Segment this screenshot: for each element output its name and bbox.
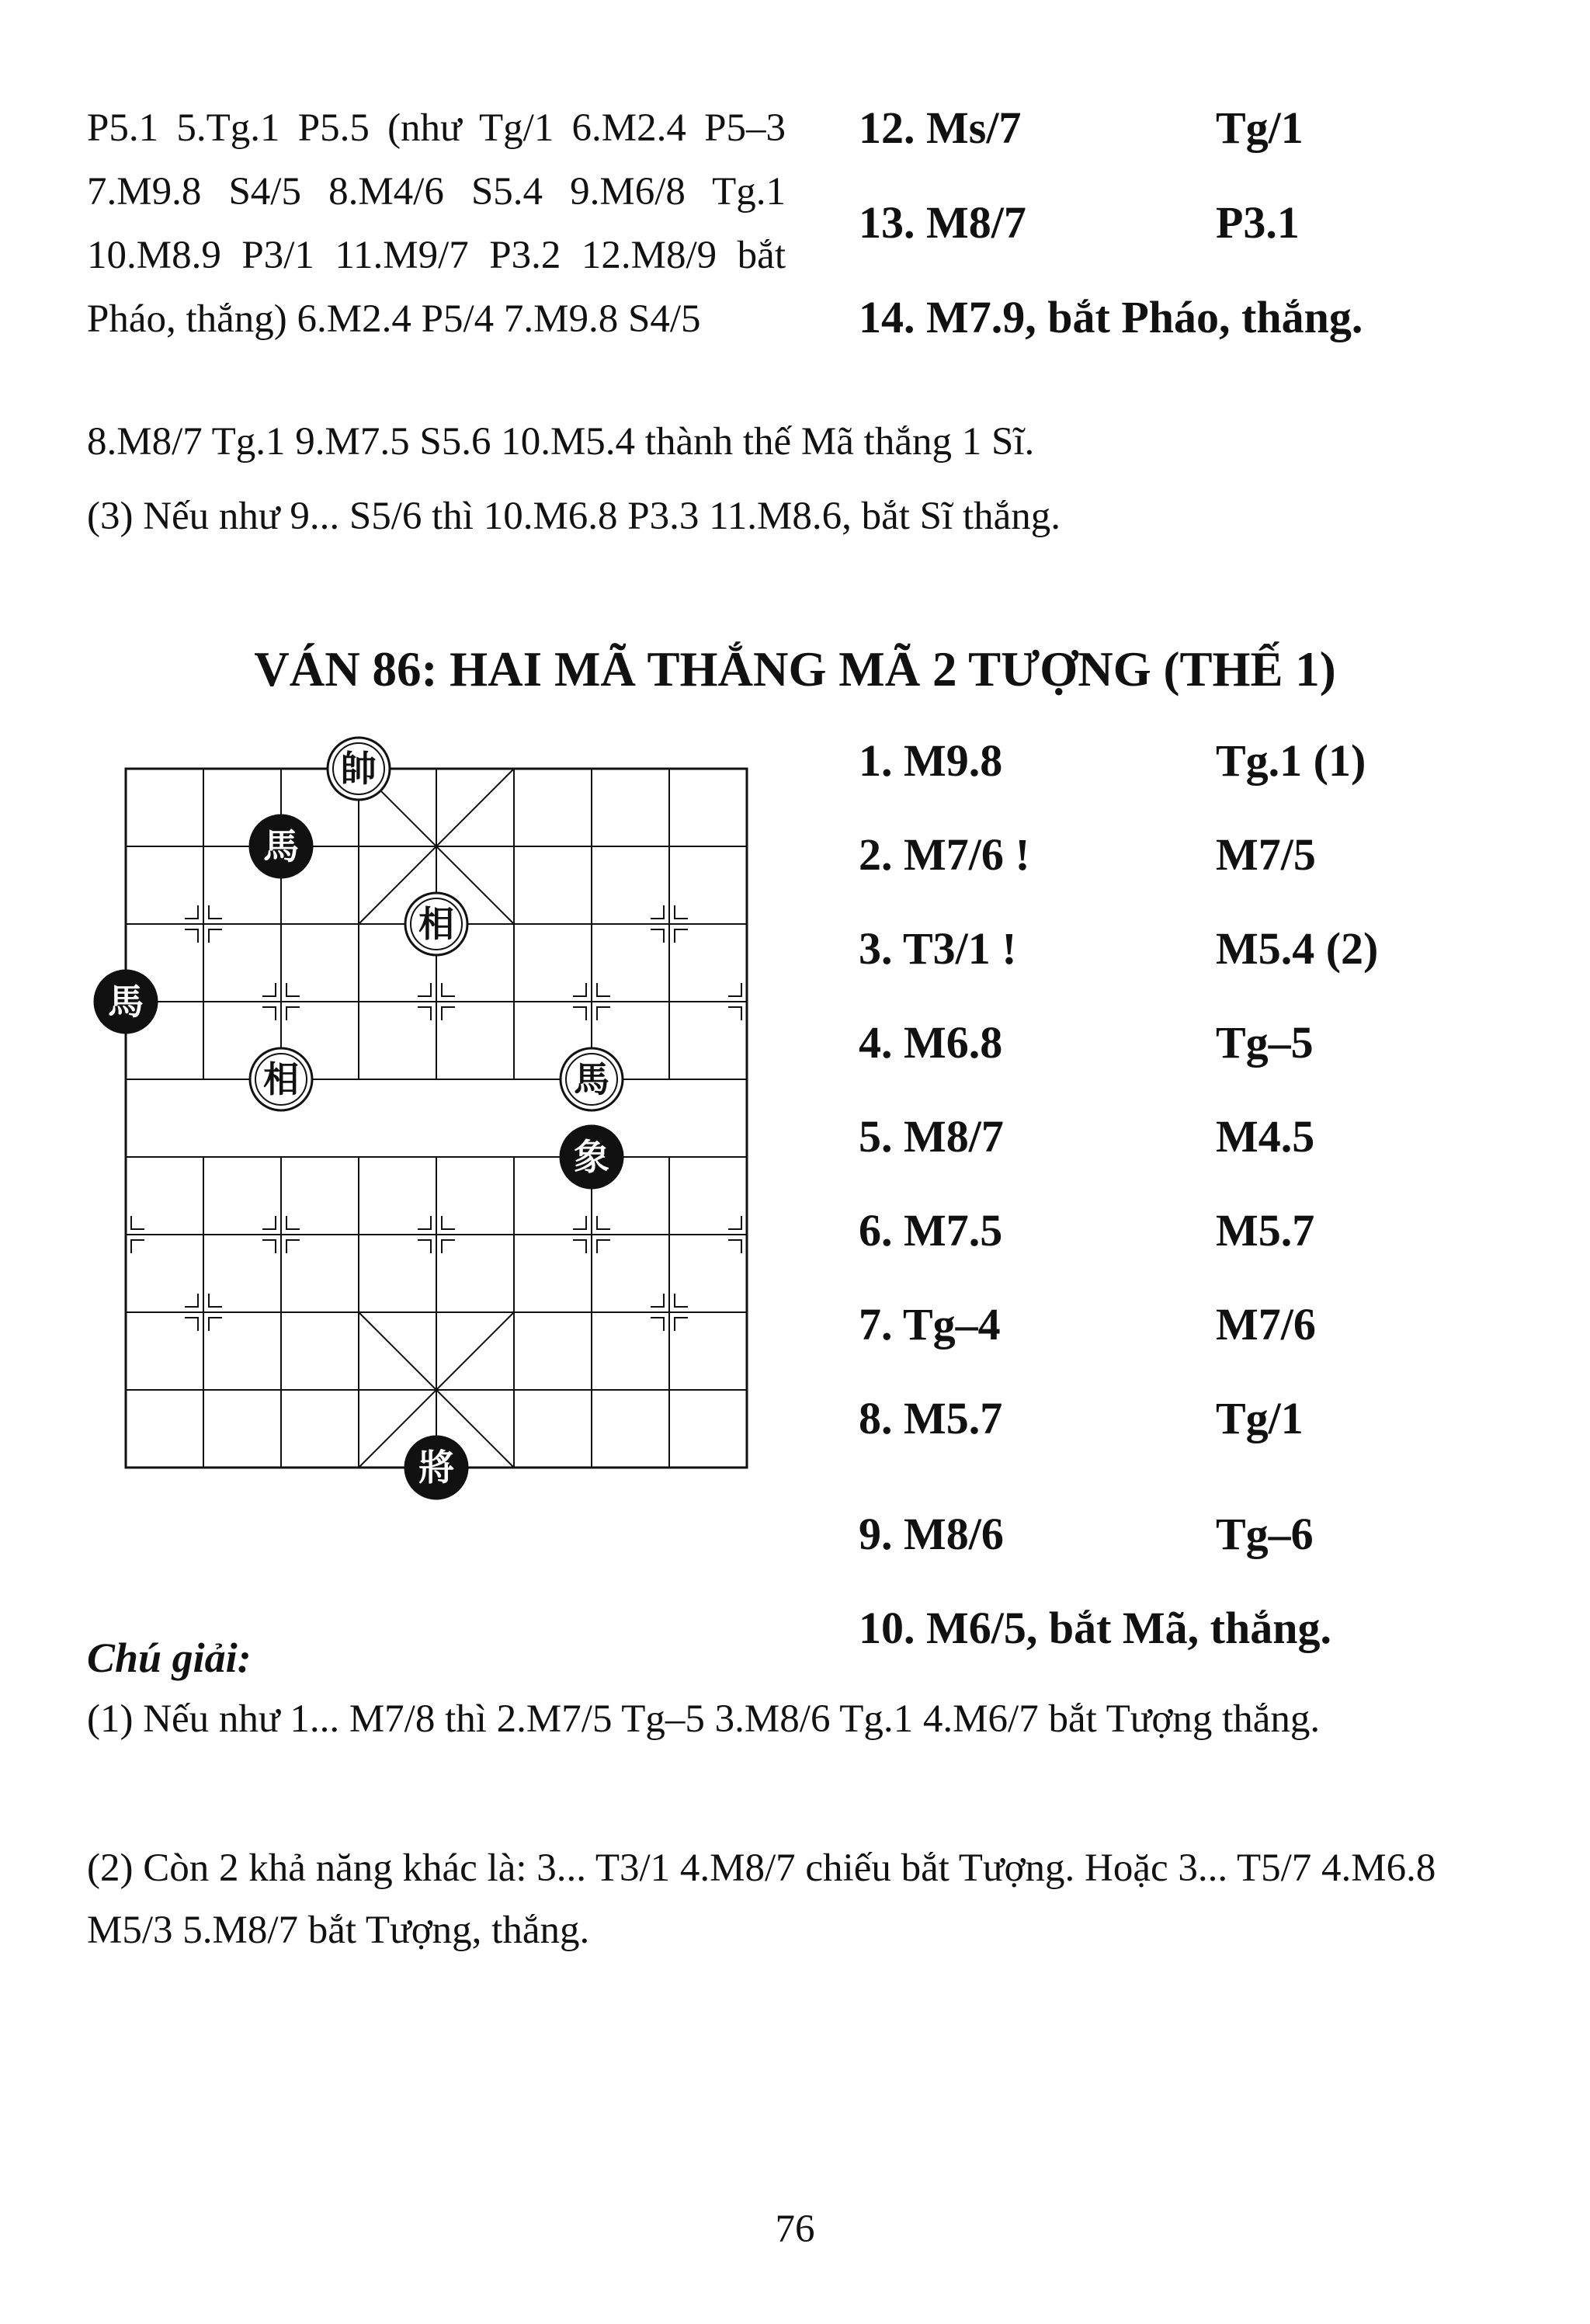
position-marker xyxy=(418,983,431,996)
move-black: Tg.1 (1) xyxy=(1216,735,1366,786)
move-black: Tg/1 xyxy=(1216,102,1304,153)
board-diagram xyxy=(78,722,776,1514)
position-marker xyxy=(262,1007,276,1020)
move-white: 13. M8/7 xyxy=(859,197,1026,248)
position-marker xyxy=(185,905,198,919)
piece-glyph: 馬 xyxy=(263,825,299,867)
piece-glyph: 馬 xyxy=(108,981,144,1023)
position-marker xyxy=(286,983,300,996)
page-number: 76 xyxy=(775,2208,815,2251)
piece-glyph: 帥 xyxy=(341,748,377,790)
position-marker xyxy=(651,905,664,919)
move-black: Tg–6 xyxy=(1216,1509,1314,1559)
black-piece xyxy=(561,1126,623,1188)
position-marker xyxy=(597,983,610,996)
piece-glyph: 將 xyxy=(418,1447,454,1489)
position-marker xyxy=(418,1240,431,1253)
piece-glyph: 象 xyxy=(574,1136,609,1178)
red-piece xyxy=(561,1048,623,1110)
move-black: M7/5 xyxy=(1216,829,1316,880)
position-marker xyxy=(262,1240,276,1253)
position-marker xyxy=(209,1294,222,1307)
move-white: 9. M8/6 xyxy=(859,1509,1004,1559)
move-white: 2. M7/6 ! xyxy=(859,829,1030,880)
move-white: 14. M7.9, bắt Pháo, thắng. xyxy=(859,292,1363,342)
position-marker xyxy=(651,1318,664,1331)
position-marker xyxy=(728,1007,741,1020)
continuation-paragraph xyxy=(87,96,786,351)
move-white: 1. M9.8 xyxy=(859,735,1003,786)
position-marker xyxy=(573,1216,586,1229)
game-heading: VÁN 86: HAI MÃ THẮNG MÃ 2 TƯỢNG (THẾ 1) xyxy=(254,642,1336,697)
position-marker xyxy=(262,983,276,996)
move-white: 3. T3/1 ! xyxy=(859,923,1017,974)
black-piece xyxy=(405,1436,467,1499)
move-black: P3.1 xyxy=(1216,197,1300,248)
position-marker xyxy=(418,1216,431,1229)
move-white: 12. Ms/7 xyxy=(859,102,1022,153)
move-white: 10. M6/5, bắt Mã, thắng. xyxy=(859,1603,1331,1653)
move-black: M5.4 (2) xyxy=(1216,923,1379,974)
notes-title: Chú giải: xyxy=(87,1634,252,1681)
note-3: (3) Nếu như 9... S5/6 thì 10.M6.8 P3.3 11.M8.6, bắt Sĩ thắng. xyxy=(87,495,1061,538)
move-black: Tg–5 xyxy=(1216,1017,1314,1068)
position-marker xyxy=(675,1294,688,1307)
position-marker xyxy=(209,929,222,943)
position-marker xyxy=(597,1240,610,1253)
position-marker xyxy=(597,1007,610,1020)
position-marker xyxy=(185,1294,198,1307)
move-black: M7/6 xyxy=(1216,1299,1316,1350)
piece-glyph: 馬 xyxy=(574,1058,609,1100)
move-white: 6. M7.5 xyxy=(859,1205,1003,1256)
position-marker xyxy=(651,1294,664,1307)
position-marker xyxy=(573,1240,586,1253)
move-black: M5.7 xyxy=(1216,1205,1315,1256)
black-piece xyxy=(95,971,157,1033)
position-marker xyxy=(728,1216,741,1229)
note-1: (1) Nếu như 1... M7/8 thì 2.M7/5 Tg–5 3.M8/6 Tg.1 4.M6/7 bắt Tượng thắng. xyxy=(87,1697,1321,1741)
position-marker xyxy=(651,929,664,943)
position-marker xyxy=(675,905,688,919)
move-black: M4.5 xyxy=(1216,1111,1315,1162)
move-black: Tg/1 xyxy=(1216,1393,1304,1443)
position-marker xyxy=(209,1318,222,1331)
note-2: (2) Còn 2 khả năng khác là: 3... T3/1 4.M8/7 chiếu bắt Tượng. Hoặc 3... T5/7 4.M6.8 M5/3 5.M8/7 bắt Tượng, thắng. xyxy=(87,1846,1436,1952)
position-marker xyxy=(442,1216,455,1229)
move-white: 4. M6.8 xyxy=(859,1017,1003,1068)
position-marker xyxy=(131,1240,144,1253)
position-marker xyxy=(131,1216,144,1229)
move-white: 8. M5.7 xyxy=(859,1393,1003,1443)
piece-glyph: 相 xyxy=(418,903,454,945)
position-marker xyxy=(286,1007,300,1020)
position-marker xyxy=(728,983,741,996)
position-marker xyxy=(675,1318,688,1331)
position-marker xyxy=(262,1216,276,1229)
xiangqi-board xyxy=(78,722,776,1514)
continuation-line: 8.M8/7 Tg.1 9.M7.5 S5.6 10.M5.4 thành thế Mã thắng 1 Sĩ. xyxy=(87,420,1035,464)
position-marker xyxy=(286,1240,300,1253)
position-marker xyxy=(573,983,586,996)
position-marker xyxy=(728,1240,741,1253)
position-marker xyxy=(185,929,198,943)
position-marker xyxy=(185,1318,198,1331)
position-marker xyxy=(573,1007,586,1020)
position-marker xyxy=(675,929,688,943)
position-marker xyxy=(442,1240,455,1253)
move-white: 5. M8/7 xyxy=(859,1111,1004,1162)
position-marker xyxy=(418,1007,431,1020)
black-piece xyxy=(250,815,312,877)
position-marker xyxy=(286,1216,300,1229)
position-marker xyxy=(597,1216,610,1229)
red-piece xyxy=(405,893,467,955)
continuation-text: P5.1 5.Tg.1 P5.5 (như Tg/1 6.M2.4 P5–3 7.M9.8 S4/5 8.M4/6 S5.4 9.M6/8 Tg.1 10.M8.9 P3/1 11.M9/7 P3.2 12.M8/9 bắt Pháo, thắng) 6.M2.4 P5/4 7.M9.8 S4/5 xyxy=(87,106,786,341)
move-white: 7. Tg–4 xyxy=(859,1299,1001,1350)
position-marker xyxy=(209,905,222,919)
red-piece xyxy=(250,1048,312,1110)
position-marker xyxy=(442,983,455,996)
red-piece xyxy=(328,738,390,800)
piece-glyph: 相 xyxy=(263,1058,299,1100)
position-marker xyxy=(442,1007,455,1020)
